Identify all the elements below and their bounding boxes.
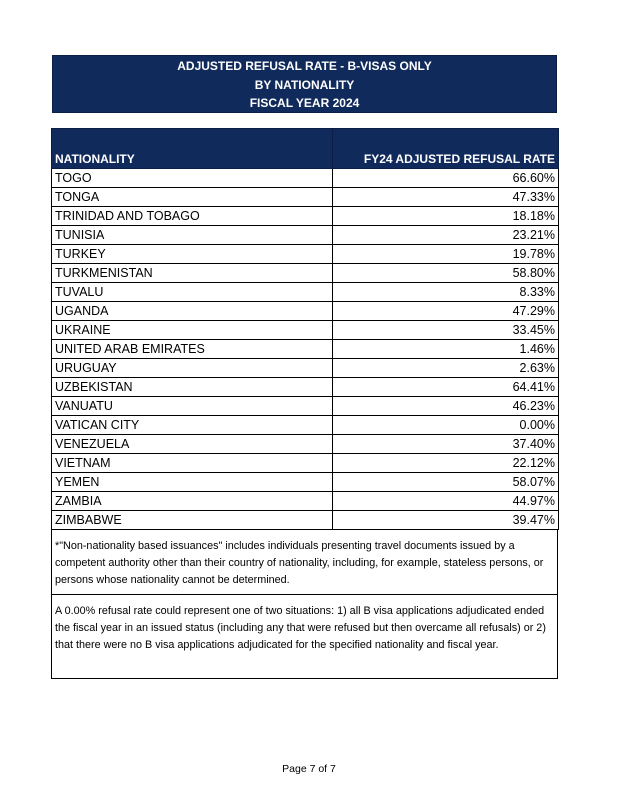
nationality-cell: ZAMBIA (52, 492, 333, 511)
nationality-cell: VANUATU (52, 397, 333, 416)
table-body (52, 169, 559, 530)
table-row (52, 378, 559, 397)
footnote-zero-rate: A 0.00% refusal rate could represent one of two situations: 1) all B visa applications adjudicated ended the fiscal year in an issued status (including any that were refused but then overcame all refusals) or 2) that there were no B visa applications adjudicated for the specified nationality and fiscal year. (52, 594, 557, 678)
table-row (52, 340, 559, 359)
table-row (52, 207, 559, 226)
nationality-cell: VENEZUELA (52, 435, 333, 454)
nationality-cell: URUGUAY (52, 359, 333, 378)
nationality-cell: UNITED ARAB EMIRATES (52, 340, 333, 359)
nationality-cell: UGANDA (52, 302, 333, 321)
nationality-cell: TURKEY (52, 245, 333, 264)
table-row (52, 416, 559, 435)
table-row (52, 397, 559, 416)
refusal-rate-cell: 33.45% (333, 321, 559, 340)
nationality-cell: TUNISIA (52, 226, 333, 245)
report-title-line3: FISCAL YEAR 2024 (249, 96, 360, 110)
refusal-rate-cell: 1.46% (333, 340, 559, 359)
table-row (52, 435, 559, 454)
table-row (52, 226, 559, 245)
refusal-rate-cell: 58.07% (333, 473, 559, 492)
report-title-line1: ADJUSTED REFUSAL RATE - B-VISAS ONLY (177, 59, 432, 73)
table-row (52, 454, 559, 473)
table-row (52, 302, 559, 321)
nationality-cell: VIETNAM (52, 454, 333, 473)
refusal-rate-cell: 8.33% (333, 283, 559, 302)
nationality-cell: ZIMBABWE (52, 511, 333, 530)
refusal-rate-cell: 37.40% (333, 435, 559, 454)
refusal-rate-cell: 23.21% (333, 226, 559, 245)
refusal-rate-cell: 44.97% (333, 492, 559, 511)
refusal-rate-cell: 18.18% (333, 207, 559, 226)
refusal-rate-cell: 66.60% (333, 169, 559, 188)
refusal-rate-cell: 64.41% (333, 378, 559, 397)
report-title-line2: BY NATIONALITY (254, 77, 355, 92)
footnotes (51, 530, 558, 679)
refusal-rate-cell: 22.12% (333, 454, 559, 473)
refusal-rate-cell: 2.63% (333, 359, 559, 378)
page-number: Page 7 of 7 (282, 763, 336, 775)
table-row (52, 264, 559, 283)
nationality-cell: TURKMENISTAN (52, 264, 333, 283)
nationality-cell: YEMEN (52, 473, 333, 492)
table-row (52, 473, 559, 492)
table-header-row (52, 129, 559, 169)
nationality-cell: TRINIDAD AND TOBAGO (52, 207, 333, 226)
table-row (52, 169, 559, 188)
refusal-rate-column-header: FY24 ADJUSTED REFUSAL RATE (333, 129, 559, 169)
refusal-rate-cell: 47.33% (333, 188, 559, 207)
nationality-cell: TOGO (52, 169, 333, 188)
refusal-rate-table (51, 128, 558, 530)
refusal-rate-cell: 46.23% (333, 397, 559, 416)
nationality-cell: TONGA (52, 188, 333, 207)
nationality-cell: UKRAINE (52, 321, 333, 340)
table-row (52, 283, 559, 302)
nationality-cell: UZBEKISTAN (52, 378, 333, 397)
footnote-non-nationality: *"Non-nationality based issuances" includes individuals presenting travel documents issued by a competent authority other than their country of nationality, including, for example, stateless persons, or persons whose nationality cannot be determined. (55, 540, 544, 586)
report-title-banner (52, 55, 557, 113)
refusal-rate-cell: 0.00% (333, 416, 559, 435)
table-row (52, 359, 559, 378)
nationality-cell: VATICAN CITY (52, 416, 333, 435)
refusal-rate-cell: 47.29% (333, 302, 559, 321)
refusal-rate-cell: 19.78% (333, 245, 559, 264)
refusal-rate-cell: 39.47% (333, 511, 559, 530)
table-row (52, 492, 559, 511)
table-row (52, 511, 559, 530)
nationality-cell: TUVALU (52, 283, 333, 302)
nationality-column-header: NATIONALITY (52, 129, 333, 169)
refusal-rate-cell: 58.80% (333, 264, 559, 283)
table-row (52, 188, 559, 207)
table-row (52, 245, 559, 264)
table-row (52, 321, 559, 340)
